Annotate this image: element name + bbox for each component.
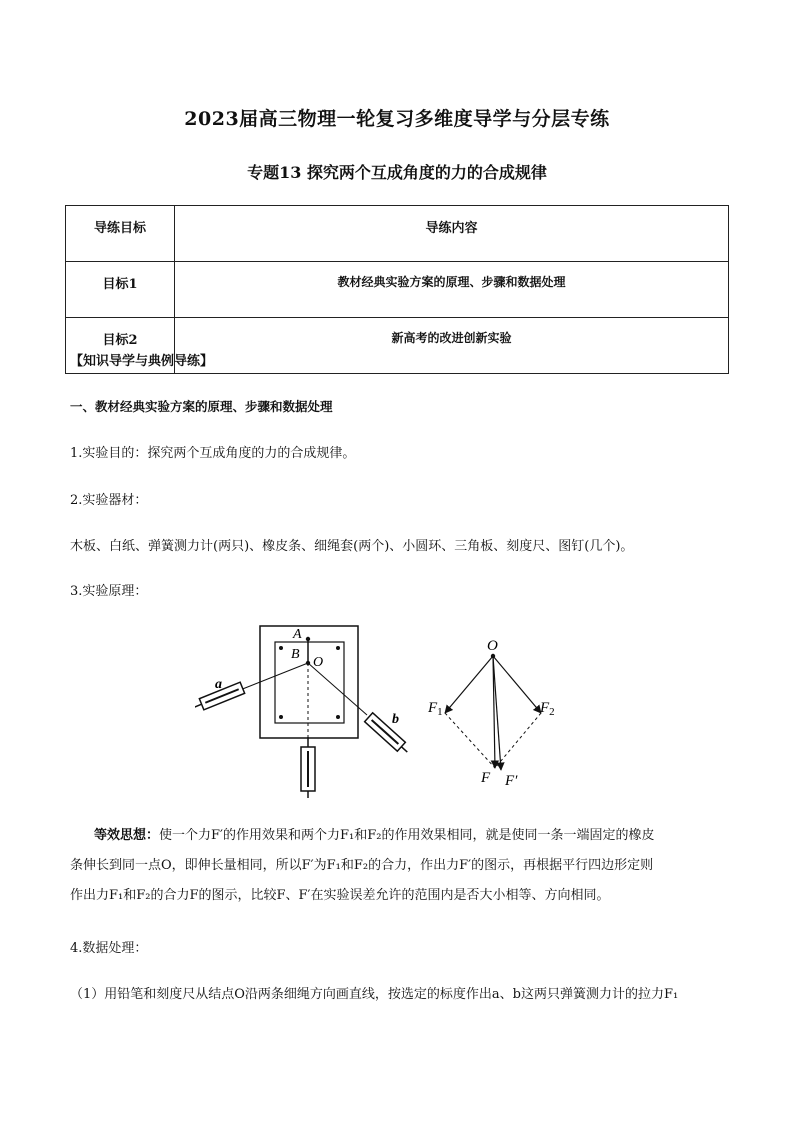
table-header-row (66, 206, 729, 262)
data-step-1: （1）用铅笔和刻度尺从结点O沿两条细绳方向画直线，按选定的标度作出a、b这两只弹簧测力计的拉力F₁ (70, 987, 679, 1002)
item-data-heading: 4.数据处理： (70, 941, 148, 956)
pin-dot (279, 646, 283, 650)
section-header: 【知识导学与典例导练】 (70, 354, 214, 369)
pin-dot (279, 715, 283, 719)
page-subtitle: 专题13 探究两个互成角度的力的合成规律 (247, 163, 547, 182)
table-row (66, 262, 729, 318)
section-heading: 一、教材经典实验方案的原理、步骤和数据处理 (70, 399, 333, 414)
paper-sheet (275, 642, 344, 723)
label-origin: O (487, 638, 498, 654)
string-a (240, 663, 308, 690)
label-f1 (427, 700, 443, 718)
table-cell-target: 目标2 (66, 318, 175, 374)
label-f: F (481, 770, 491, 786)
label-scale-a: a (215, 677, 222, 692)
label-scale-b: b (392, 712, 399, 727)
table-cell-content-text: 教材经典实验方案的原理、步骤和数据处理 (337, 275, 566, 289)
table-header-content: 导练内容 (175, 206, 729, 262)
spring-scale-b (365, 713, 412, 757)
principle-label: 等效思想： (94, 828, 160, 843)
experiment-diagram (195, 620, 575, 805)
label-f1-main: F (428, 700, 438, 716)
label-a-point: A (293, 627, 302, 642)
principle-line-2: 条伸长到同一点O，即伸长量相同，所以F′为F₁和F₂的合力，作出力F′的图示，再根据平行四边形定则 (70, 858, 654, 873)
pin-dot (336, 646, 340, 650)
goals-table (65, 205, 729, 374)
item-equipment-heading: 2.实验器材： (70, 493, 148, 508)
vector-f2 (493, 656, 541, 713)
item-equipment-list: 木板、白纸、弹簧测力计(两只)、橡皮条、细绳套(两个)、小圆环、三角板、刻度尺、图钉(几个)。 (70, 539, 634, 554)
label-o-point: O (313, 655, 324, 670)
label-f2 (539, 700, 555, 718)
label-f1-sub: 1 (437, 706, 443, 718)
spring-scale-bottom (301, 737, 315, 798)
table-cell-content (175, 318, 729, 374)
label-b-point: B (291, 647, 300, 662)
force-parallelogram (427, 638, 555, 789)
page-title: 2023届高三物理一轮复习多维度导学与分层专练 (184, 108, 610, 130)
dashed-side (445, 713, 495, 768)
pin-dot (336, 715, 340, 719)
principle-line-1 (70, 823, 730, 849)
table-header-target: 导练目标 (66, 206, 175, 262)
dashed-side (495, 713, 541, 768)
label-f2-sub: 2 (549, 706, 555, 718)
label-f2-main: F (540, 700, 550, 716)
vector-f1 (445, 656, 493, 713)
table-cell-target: 目标1 (66, 262, 175, 318)
principle-line-3: 作出力F₁和F₂的合力F的图示，比较F、F′在实验误差允许的范围内是否大小相等、方向相同。 (70, 888, 610, 903)
principle-text-1: 使一个力F′的作用效果和两个力F₁和F₂的作用效果相同，就是使同一条一端固定的橡皮 (159, 828, 655, 843)
board-apparatus (195, 626, 411, 798)
table-cell-content (175, 262, 729, 318)
item-purpose: 1.实验目的：探究两个互成角度的力的合成规律。 (70, 446, 356, 461)
item-principle-heading: 3.实验原理： (70, 584, 148, 599)
table-cell-content-text: 新高考的改进创新实验 (391, 331, 512, 345)
label-f-prime: F′ (505, 773, 518, 789)
